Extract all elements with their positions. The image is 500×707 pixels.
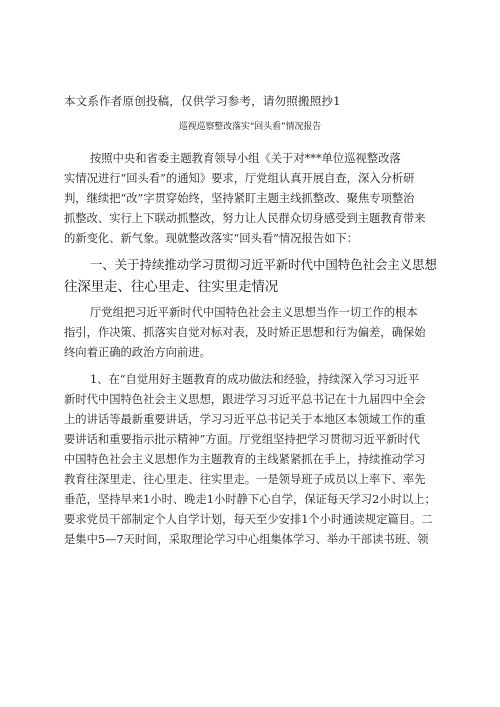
paragraph-line: 上的讲话等最新重要讲话，学习习近平总书记关于本地区本领域工作的重 xyxy=(64,413,426,426)
paragraph-line: 垂范，坚持早来1小时、晚走1小时静下心自学，保证每天学习2小时以上； xyxy=(64,493,436,506)
section-heading: 一、关于持续推动学习贯彻习近平新时代中国特色社会主义思想 xyxy=(90,257,437,272)
paragraph-line: 1、在“自觉用好主题教育的成功做法和经验，持续深入学习习近平 xyxy=(90,373,420,386)
intro-line: 实情况进行“回头看”的通知》要求，厅党组认真开展自查，深入分析研 xyxy=(64,172,415,185)
document-title: 巡视巡察整改落实“回头看”情况报告 xyxy=(178,122,322,132)
paragraph-line: 厅党组把习近平新时代中国特色社会主义思想当作一切工作的根本 xyxy=(90,306,418,319)
paragraph-line: 指引，作决策、抓落实自觉对标对表，及时矫正思想和行为偏差，确保始 xyxy=(64,326,426,339)
copyright-notice: 本文系作者原创投稿，仅供学习参考，请勿照搬照抄1 xyxy=(64,94,341,108)
paragraph-line: 中国特色社会主义思想作为主题教育的主线紧紧抓在手上，持续推动学习 xyxy=(64,453,426,466)
intro-line: 按照中央和省委主题教育领导小组《关于对***单位巡视整改落 xyxy=(90,152,401,165)
intro-line: 判，继续把“改”字贯穿始终，坚持紧盯主题主线抓整改、聚焦专项整治 xyxy=(64,192,415,205)
intro-line: 的新变化、新气象。现就整改落实“回头看”情况报告如下： xyxy=(64,232,358,245)
paragraph-line: 教育往深里走、往心里走、往实里走。一是领导班子成员以上率下、率先 xyxy=(64,473,426,486)
paragraph-line: 是集中5—7天时间，采取理论学习中心组集体学习、举办干部读书班、领 xyxy=(64,533,429,546)
paragraph-line: 终向着正确的政治方向前进。 xyxy=(64,346,211,359)
paragraph-line: 要求党员干部制定个人自学计划，每天至少安排1个小时通读规定篇目。二 xyxy=(64,513,433,526)
paragraph-line: 要讲话和重要指示批示精神”方面。厅党组坚持把学习贯彻习近平新时代 xyxy=(64,433,420,446)
section-heading: 往深里走、往心里走、往实里走情况 xyxy=(64,280,279,295)
paragraph-line: 新时代中国特色社会主义思想，跟进学习习近平总书记在十九届四中全会 xyxy=(64,393,426,406)
intro-line: 抓整改、实行上下联动抓整改，努力让人民群众切身感受到主题教育带来 xyxy=(64,212,426,225)
